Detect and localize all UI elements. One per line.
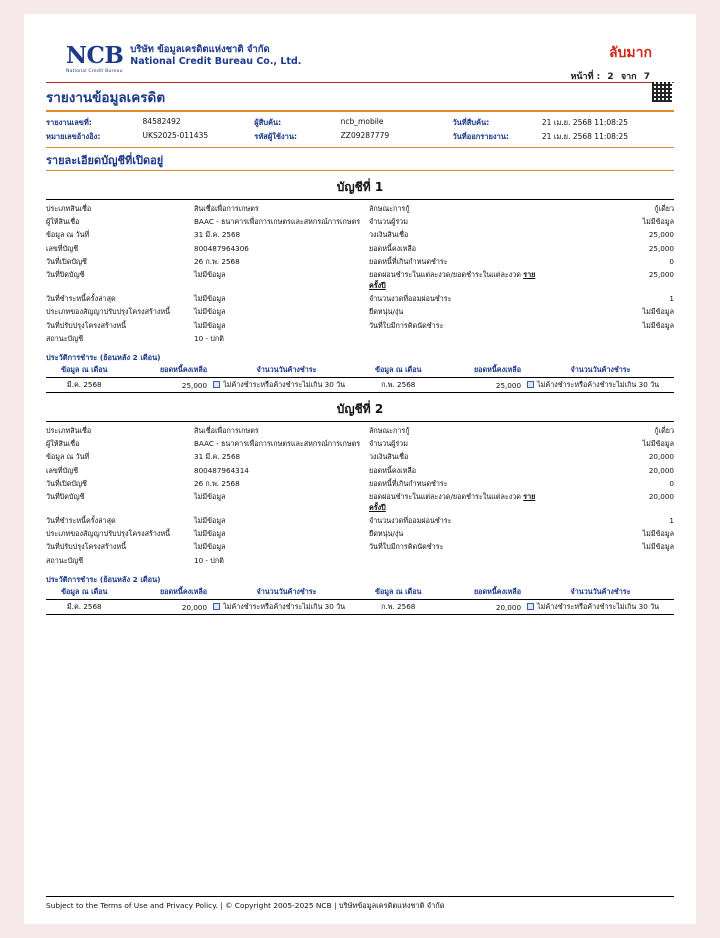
detail-value: 20,000 xyxy=(648,452,674,462)
detail-value: BAAC - ธนาคารเพื่อการเกษตรและสหกรณ์การเกษตร xyxy=(194,439,361,449)
detail-label: ยืดหนุ่น/งุ่น xyxy=(369,529,404,539)
detail-label: ลักษณะการกู้ xyxy=(369,425,410,435)
detail-value: ไม่มีข้อมูล xyxy=(194,270,226,280)
account-bottom-divider xyxy=(46,614,674,615)
page-total: 7 xyxy=(643,72,650,82)
detail-value: 0 xyxy=(669,256,674,266)
column-header-month: ข้อมูล ณ เดือน xyxy=(360,365,437,378)
detail-label: ข้อมูล ณ วันที่ xyxy=(46,230,90,240)
meta-value-report-no: 84582492 xyxy=(142,117,181,126)
table-row xyxy=(46,377,674,392)
detail-label: สถานะบัญชี xyxy=(46,555,84,565)
detail-label: ผู้ให้สินเชื่อ xyxy=(46,439,80,449)
detail-value xyxy=(544,333,674,346)
table-row xyxy=(46,451,674,464)
column-header-month: ข้อมูล ณ เดือน xyxy=(360,587,437,600)
report-footer xyxy=(46,896,674,912)
column-header-balance: ยอดหนี้คงเหลือ xyxy=(437,587,528,600)
table-row xyxy=(46,293,674,306)
detail-value: 1 xyxy=(669,294,674,304)
detail-value: 25,000 xyxy=(648,270,674,280)
detail-value: 25,000 xyxy=(648,243,674,253)
detail-label-with-link xyxy=(369,269,544,293)
table-row xyxy=(46,464,674,477)
detail-label: วันที่เปิดบัญชี xyxy=(46,478,87,488)
account-detail-table xyxy=(46,425,674,568)
table-row xyxy=(46,528,674,541)
detail-value: 0 xyxy=(669,478,674,488)
detail-label: ประเภทของสัญญาปรับปรุงโครงสร้างหนี้ xyxy=(46,529,171,539)
table-row xyxy=(46,130,674,144)
page-current: 2 xyxy=(607,72,614,82)
column-header-balance: ยอดหนี้คงเหลือ xyxy=(123,587,214,600)
meta-label-issue-date: วันที่ออกรายงาน: xyxy=(452,132,509,141)
detail-label: จำนวนงวดที่ออมผ่อนชำระ xyxy=(369,294,452,304)
footer-divider xyxy=(46,896,674,897)
page-title: รายงานข้อมูลเครดิต xyxy=(46,90,166,106)
table-row xyxy=(46,320,674,333)
detail-label: วันที่ใบมีการคิดนัดชำระ xyxy=(369,542,444,552)
detail-label: ยืดหนุ่น/งุ่น xyxy=(369,307,404,317)
table-row xyxy=(46,515,674,528)
payment-history-table xyxy=(46,365,674,392)
detail-value: 1 xyxy=(669,516,674,526)
status-swatch-icon xyxy=(527,603,534,610)
detail-label: วงเงินสินเชื่อ xyxy=(369,230,409,240)
detail-value: กู้เดี่ยว xyxy=(654,204,674,214)
installment-frequency-link[interactable]: รายครั้งปี xyxy=(369,491,536,512)
history-status: ไม่ค้างชำระหรือค้างชำระไม่เกิน 30 วัน xyxy=(537,379,660,389)
account-title-divider xyxy=(46,199,674,200)
detail-value: ไม่มีข้อมูล xyxy=(642,542,674,552)
detail-value: ไม่มีข้อมูล xyxy=(642,217,674,227)
detail-value: ไม่มีข้อมูล xyxy=(642,439,674,449)
account-title: บัญชีที่ 2 xyxy=(336,401,384,416)
history-status-cell xyxy=(527,599,674,614)
history-month: ก.พ. 2568 xyxy=(381,379,416,389)
meta-value-user-id: ZZ09287779 xyxy=(340,131,390,140)
table-row xyxy=(46,478,674,491)
section-title: รายละเอียดบัญชีที่เปิดอยู่ xyxy=(46,154,164,167)
status-swatch-icon xyxy=(213,603,220,610)
account-block xyxy=(46,178,674,393)
table-row xyxy=(46,438,674,451)
detail-label: ยอดผ่อนชำระในแต่ละงวด/ยอดชำระในแต่ละงวด xyxy=(369,270,521,280)
history-balance: 20,000 xyxy=(181,602,208,612)
detail-value: 10 - ปกติ xyxy=(194,333,224,343)
detail-value: BAAC - ธนาคารเพื่อการเกษตรและสหกรณ์การเกษตร xyxy=(194,217,361,227)
column-header-overdue: จำนวนวันค้างชำระ xyxy=(527,365,674,378)
title-divider xyxy=(46,110,674,112)
account-title-divider xyxy=(46,421,674,422)
history-status: ไม่ค้างชำระหรือค้างชำระไม่เกิน 30 วัน xyxy=(537,601,660,611)
history-status: ไม่ค้างชำระหรือค้างชำระไม่เกิน 30 วัน xyxy=(223,379,346,389)
detail-label: จำนวนงวดที่ออมผ่อนชำระ xyxy=(369,516,452,526)
history-balance: 20,000 xyxy=(495,602,522,612)
history-status-cell xyxy=(527,377,674,392)
ncb-logo xyxy=(66,44,301,74)
page-number xyxy=(568,69,652,83)
detail-label: วงเงินสินเชื่อ xyxy=(369,452,409,462)
history-status-cell xyxy=(213,599,360,614)
detail-label: วันที่ใบมีการคิดนัดชำระ xyxy=(369,320,444,330)
history-status: ไม่ค้างชำระหรือค้างชำระไม่เกิน 30 วัน xyxy=(223,601,346,611)
table-row xyxy=(46,203,674,216)
detail-value: ไม่มีข้อมูล xyxy=(194,294,226,304)
column-header-balance: ยอดหนี้คงเหลือ xyxy=(437,365,528,378)
history-month: มี.ค. 2568 xyxy=(66,379,102,389)
table-row xyxy=(46,491,674,515)
column-header-overdue: จำนวนวันค้างชำระ xyxy=(527,587,674,600)
detail-label: ประเภทสินเชื่อ xyxy=(46,204,92,214)
meta-label-ref-no: หมายเลขอ้างอิง: xyxy=(46,132,101,141)
meta-label-searcher: ผู้สืบค้น: xyxy=(254,118,282,127)
meta-value-searcher: ncb_mobile xyxy=(340,117,384,126)
page-of-label: จาก xyxy=(620,72,637,82)
detail-label: วันที่ชำระหนี้ครั้งล่าสุด xyxy=(46,294,116,304)
ncb-logo-subtext: National Credit Bureau xyxy=(66,69,123,74)
table-row xyxy=(46,425,674,438)
detail-value: 10 - ปกติ xyxy=(194,555,224,565)
table-row xyxy=(46,116,674,130)
column-header-month: ข้อมูล ณ เดือน xyxy=(46,365,123,378)
detail-value xyxy=(544,555,674,568)
table-row xyxy=(46,216,674,229)
meta-value-issue-date: 21 เม.ย. 2568 11:08:25 xyxy=(541,132,628,141)
history-balance: 25,000 xyxy=(495,380,522,390)
table-header-row xyxy=(46,587,674,600)
detail-label: สถานะบัญชี xyxy=(46,333,84,343)
page-label: หน้าที่ : xyxy=(570,72,601,82)
table-row xyxy=(46,229,674,242)
detail-label: ประเภทของสัญญาปรับปรุงโครงสร้างหนี้ xyxy=(46,307,171,317)
table-row xyxy=(46,541,674,554)
history-balance: 25,000 xyxy=(181,380,208,390)
report-meta-table xyxy=(46,116,674,144)
detail-label: ลักษณะการกู้ xyxy=(369,204,410,214)
meta-label-search-date: วันที่สืบค้น: xyxy=(452,118,490,127)
confidentiality-block xyxy=(568,42,652,83)
detail-value: สินเชื่อเพื่อการเกษตร xyxy=(194,204,259,214)
detail-value: ไม่มีข้อมูล xyxy=(194,320,226,330)
detail-value: 26 ก.พ. 2568 xyxy=(194,478,240,488)
detail-label xyxy=(369,555,544,568)
detail-value: ไม่มีข้อมูล xyxy=(194,529,226,539)
column-header-overdue: จำนวนวันค้างชำระ xyxy=(213,365,360,378)
company-name-th: บริษัท ข้อมูลเครดิตแห่งชาติ จำกัด xyxy=(130,44,270,55)
column-header-overdue: จำนวนวันค้างชำระ xyxy=(213,587,360,600)
table-row xyxy=(46,256,674,269)
qr-code-icon xyxy=(652,82,672,102)
detail-value: 25,000 xyxy=(648,230,674,240)
detail-label: จำนวนผู้ร่วม xyxy=(369,217,408,227)
detail-value: 800487964314 xyxy=(194,465,249,475)
confidentiality-label: ลับมาก xyxy=(608,45,652,61)
detail-value: ไม่มีข้อมูล xyxy=(194,491,226,501)
payment-history-title: ประวัติการชำระ (ย้อนหลัง 2 เดือน) xyxy=(46,574,161,584)
table-header-row xyxy=(46,365,674,378)
report-header xyxy=(46,36,674,80)
detail-label: วันที่ชำระหนี้ครั้งล่าสุด xyxy=(46,516,116,526)
detail-value: 20,000 xyxy=(648,491,674,501)
detail-label-with-link xyxy=(369,491,544,515)
table-row xyxy=(46,269,674,293)
detail-label: ยอดหนี้คงเหลือ xyxy=(369,243,417,253)
detail-value: กู้เดี่ยว xyxy=(654,425,674,435)
detail-value: 31 มี.ค. 2568 xyxy=(194,452,241,462)
detail-value: ไม่มีข้อมูล xyxy=(642,320,674,330)
detail-label: วันที่ปรับปรุงโครงสร้างหนี้ xyxy=(46,542,127,552)
detail-label: เลขที่บัญชี xyxy=(46,243,79,253)
status-swatch-icon xyxy=(527,381,534,388)
detail-label: ยอดผ่อนชำระในแต่ละงวด/ยอดชำระในแต่ละงวด xyxy=(369,491,521,501)
detail-label: ข้อมูล ณ วันที่ xyxy=(46,452,90,462)
account-bottom-divider xyxy=(46,392,674,393)
detail-value: ไม่มีข้อมูล xyxy=(194,516,226,526)
detail-label: ผู้ให้สินเชื่อ xyxy=(46,217,80,227)
table-row xyxy=(46,306,674,319)
detail-label: เลขที่บัญชี xyxy=(46,465,79,475)
table-row xyxy=(46,599,674,614)
detail-value: ไม่มีข้อมูล xyxy=(194,307,226,317)
history-status-cell xyxy=(213,377,360,392)
detail-label: ยอดหนี้ที่เกินกำหนดชำระ xyxy=(369,478,448,488)
history-month: มี.ค. 2568 xyxy=(66,601,102,611)
ncb-logo-mark: NCB xyxy=(66,42,124,69)
meta-label-user-id: รหัสผู้ใช้งาน: xyxy=(254,132,297,141)
section-divider xyxy=(46,170,674,171)
footer-text: Subject to the Terms of Use and Privacy Policy. | © Copyright 2005-2025 NCB | บริษัทข้อมูลเครดิตแห่งชาติ จำกัด xyxy=(46,901,445,910)
table-row xyxy=(46,555,674,568)
meta-divider xyxy=(46,147,674,148)
detail-label: วันที่เปิดบัญชี xyxy=(46,256,87,266)
detail-label: ประเภทสินเชื่อ xyxy=(46,425,92,435)
installment-frequency-link[interactable]: รายครั้งปี xyxy=(369,270,536,291)
detail-label: ยอดหนี้คงเหลือ xyxy=(369,465,417,475)
meta-value-search-date: 21 เม.ย. 2568 11:08:25 xyxy=(541,118,628,127)
history-month: ก.พ. 2568 xyxy=(381,601,416,611)
detail-value: 800487964306 xyxy=(194,243,249,253)
meta-value-ref-no: UKS2025-011435 xyxy=(142,131,209,140)
detail-value: 31 มี.ค. 2568 xyxy=(194,230,241,240)
account-title: บัญชีที่ 1 xyxy=(336,180,384,194)
detail-value: 20,000 xyxy=(648,465,674,475)
detail-value: ไม่มีข้อมูล xyxy=(642,529,674,539)
detail-label: วันที่ปิดบัญชี xyxy=(46,270,85,280)
account-detail-table xyxy=(46,203,674,346)
report-sheet xyxy=(24,14,696,924)
detail-label: จำนวนผู้ร่วม xyxy=(369,439,408,449)
detail-label: วันที่ปรับปรุงโครงสร้างหนี้ xyxy=(46,320,127,330)
detail-value: สินเชื่อเพื่อการเกษตร xyxy=(194,425,259,435)
detail-value: ไม่มีข้อมูล xyxy=(642,307,674,317)
payment-history-table xyxy=(46,587,674,614)
detail-value: 26 ก.พ. 2568 xyxy=(194,256,240,266)
detail-label: ยอดหนี้ที่เกินกำหนดชำระ xyxy=(369,256,448,266)
detail-value: ไม่มีข้อมูล xyxy=(194,542,226,552)
detail-label: วันที่ปิดบัญชี xyxy=(46,491,85,501)
company-name-en: National Credit Bureau Co., Ltd. xyxy=(130,55,302,67)
column-header-month: ข้อมูล ณ เดือน xyxy=(46,587,123,600)
table-row xyxy=(46,333,674,346)
table-row xyxy=(46,243,674,256)
payment-history-title: ประวัติการชำระ (ย้อนหลัง 2 เดือน) xyxy=(46,352,161,362)
status-swatch-icon xyxy=(213,381,220,388)
column-header-balance: ยอดหนี้คงเหลือ xyxy=(123,365,214,378)
account-block xyxy=(46,400,674,615)
meta-label-report-no: รายงานเลขที่: xyxy=(46,118,92,127)
detail-label xyxy=(369,333,544,346)
